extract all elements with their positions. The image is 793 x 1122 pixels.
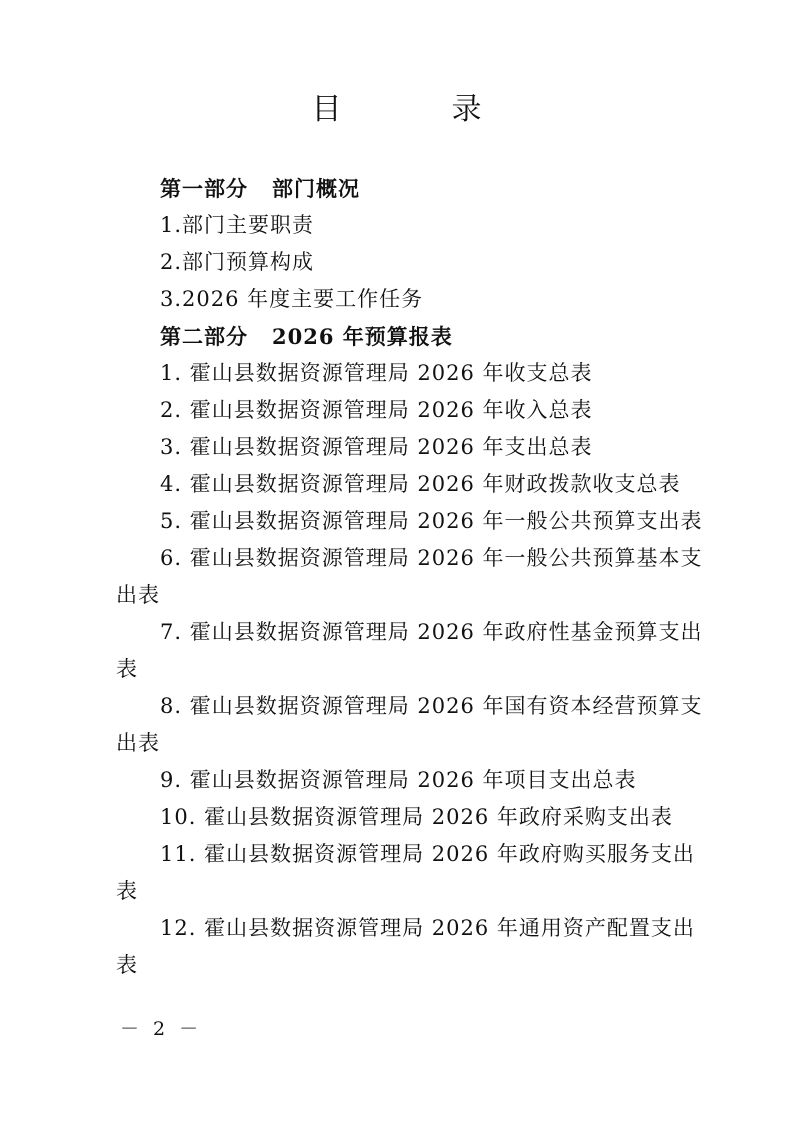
part2-title: 2026 年预算报表 — [272, 324, 453, 349]
toc-entry-text: 6. 霍山县数据资源管理局 2026 年一般公共预算基本支 — [160, 546, 703, 570]
toc-item: 3.2026 年度主要工作任务 — [160, 287, 424, 311]
toc-entry-continuation: 表 — [116, 657, 138, 681]
toc-item: 1.部门主要职责 — [160, 213, 315, 237]
page-number: － 2 － — [120, 1018, 203, 1040]
toc-entry-continuation: 表 — [116, 953, 138, 977]
part2-label: 第二部分 — [160, 324, 248, 349]
toc-entry-continuation: 出表 — [116, 583, 160, 607]
part1-heading — [160, 170, 793, 207]
toc-entry-text: 2. 霍山县数据资源管理局 2026 年收入总表 — [160, 398, 593, 422]
toc-entry-text: 5. 霍山县数据资源管理局 2026 年一般公共预算支出表 — [160, 509, 703, 533]
toc-entry-text: 7. 霍山县数据资源管理局 2026 年政府性基金预算支出 — [160, 620, 703, 644]
toc-entry-text: 1. 霍山县数据资源管理局 2026 年收支总表 — [160, 361, 593, 385]
toc-entry-text: 11. 霍山县数据资源管理局 2026 年政府购买服务支出 — [160, 842, 695, 866]
toc-entry-text: 12. 霍山县数据资源管理局 2026 年通用资产配置支出 — [160, 916, 695, 940]
toc-entry-continuation: 表 — [116, 879, 138, 903]
toc-entry-text: 3. 霍山县数据资源管理局 2026 年支出总表 — [160, 435, 593, 459]
page-title: 目 录 — [311, 92, 522, 127]
toc-entry-text: 9. 霍山县数据资源管理局 2026 年项目支出总表 — [160, 768, 637, 792]
toc-entry-text: 10. 霍山县数据资源管理局 2026 年政府采购支出表 — [160, 805, 673, 829]
toc-entry-continuation: 出表 — [116, 731, 160, 755]
part1-title: 部门概况 — [272, 176, 360, 201]
part2-heading — [160, 318, 793, 355]
toc-item: 2.部门预算构成 — [160, 250, 315, 274]
toc-entry-text: 4. 霍山县数据资源管理局 2026 年财政拨款收支总表 — [160, 472, 681, 496]
part1-label: 第一部分 — [160, 176, 248, 201]
toc-entry-text: 8. 霍山县数据资源管理局 2026 年国有资本经营预算支 — [160, 694, 703, 718]
